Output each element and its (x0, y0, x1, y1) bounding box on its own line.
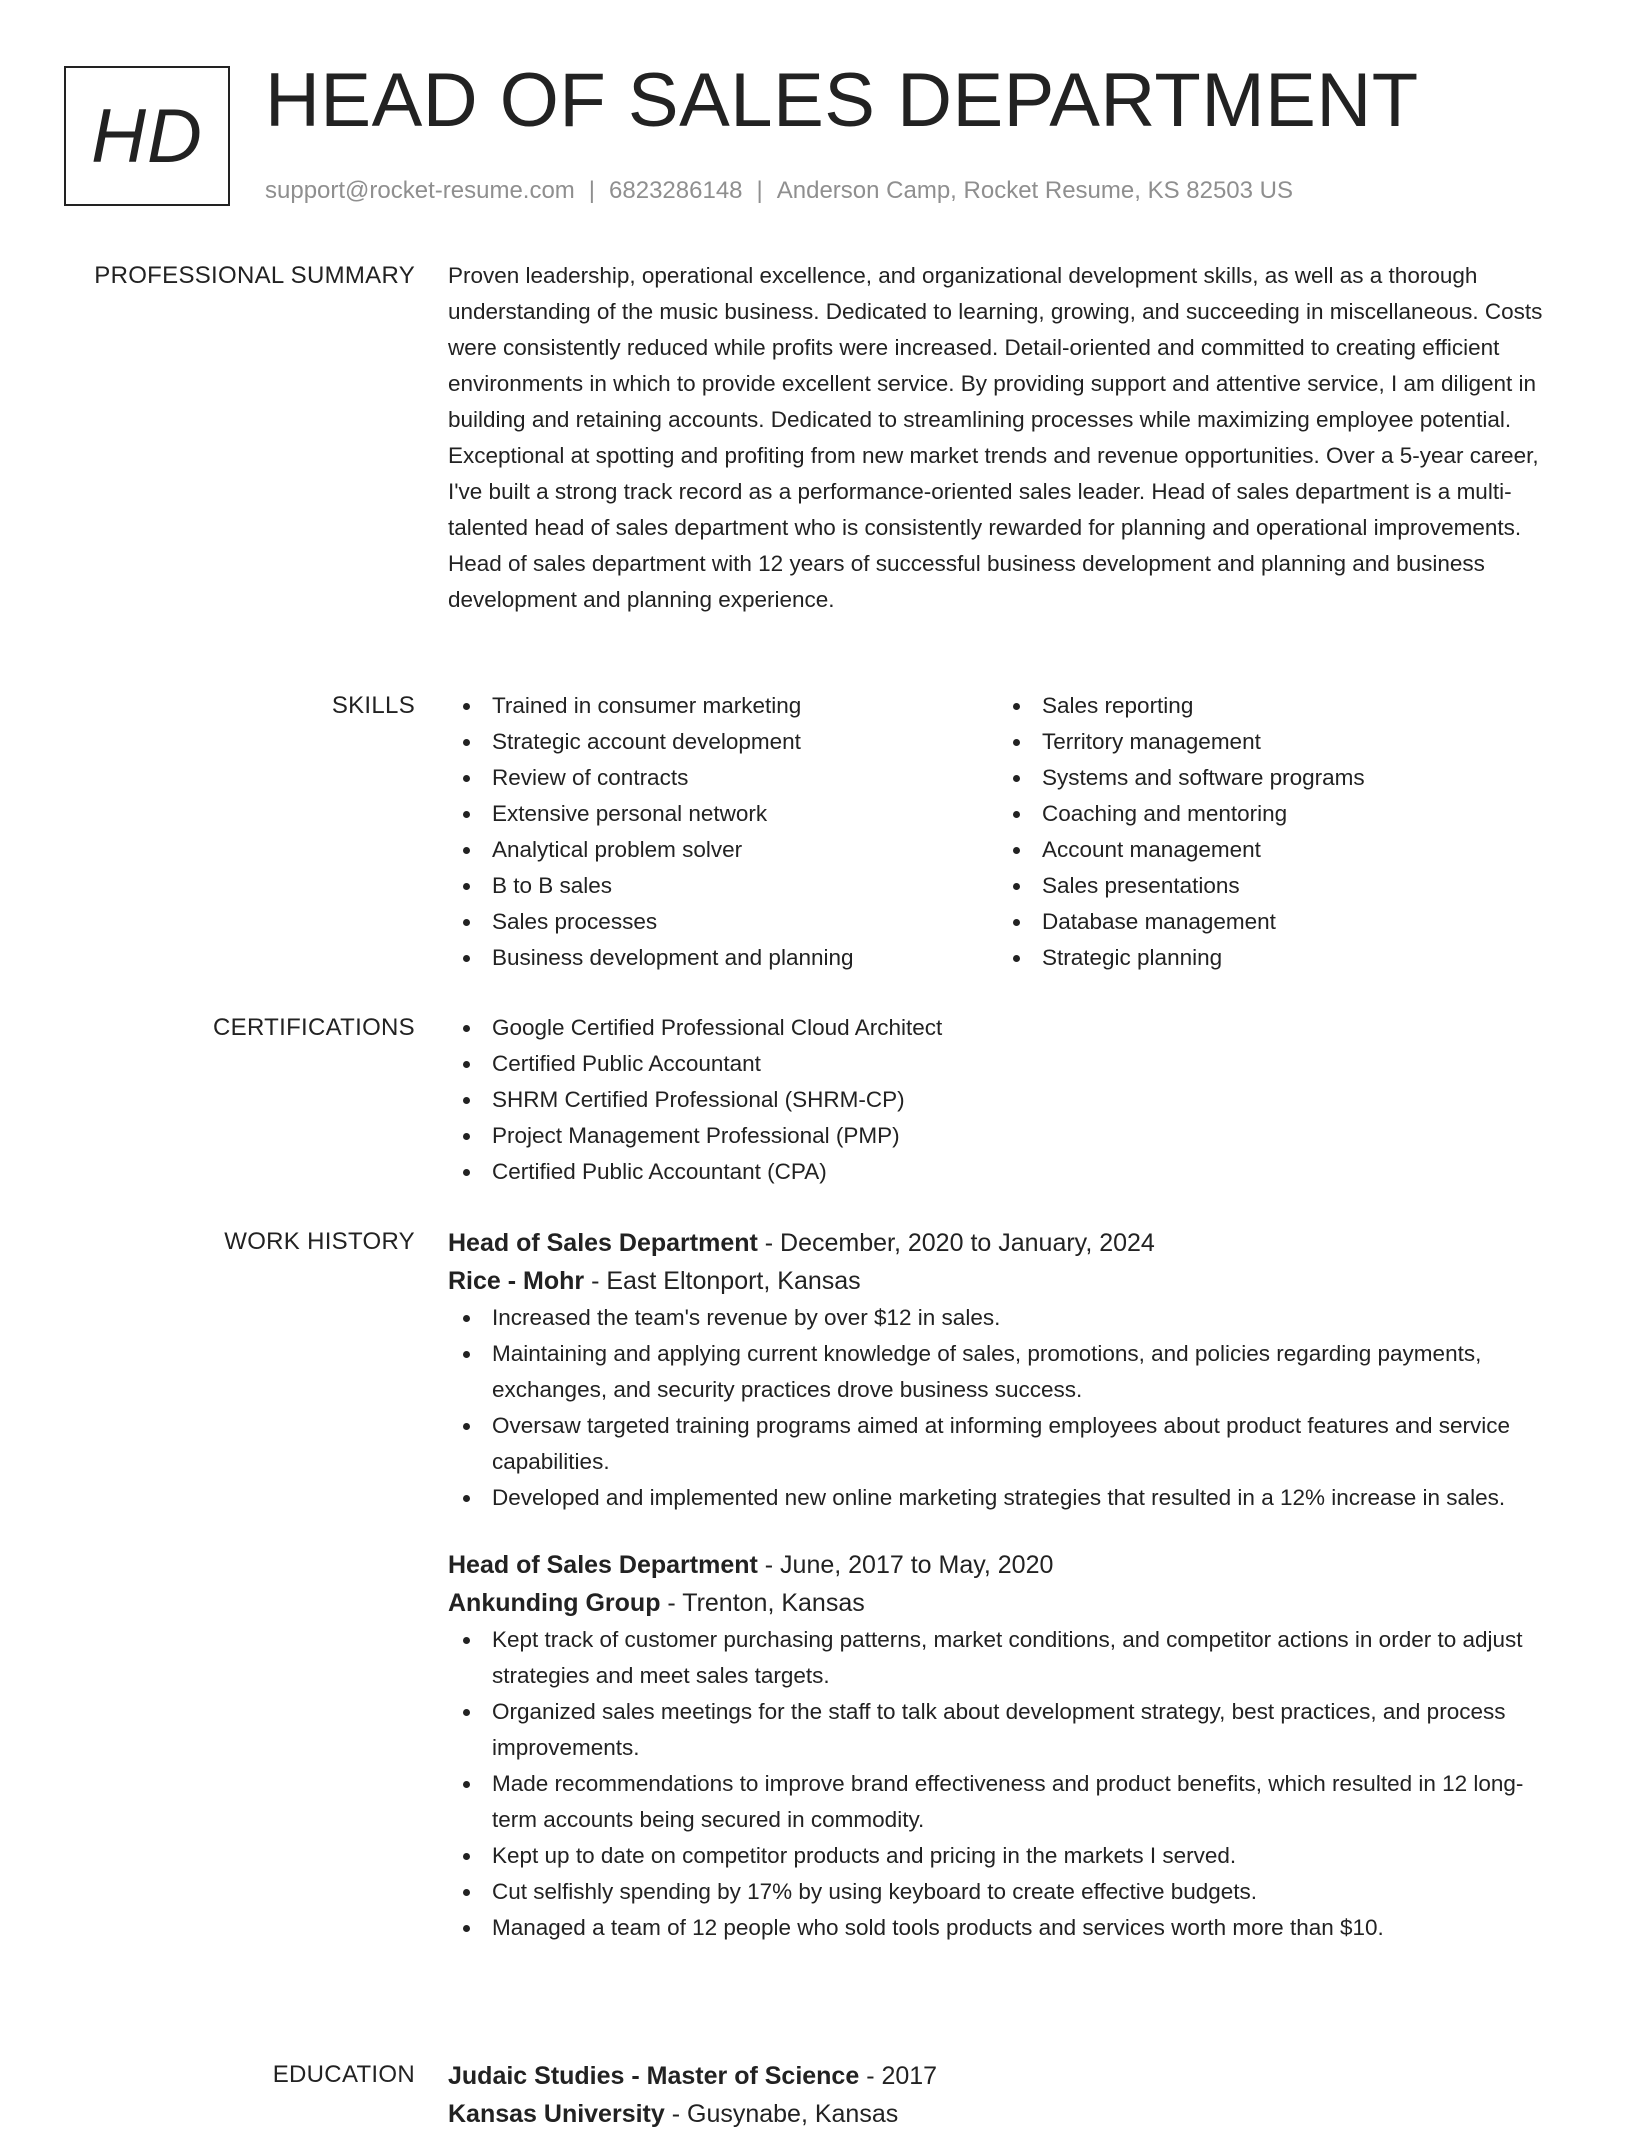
certification-item: Certified Public Accountant (448, 1046, 1558, 1082)
job-bullet: Increased the team's revenue by over $12 in sales. (448, 1300, 1558, 1336)
job-title-line (448, 1224, 1558, 1262)
section-label-summary: PROFESSIONAL SUMMARY (94, 262, 415, 289)
education-school-line (448, 2095, 1558, 2133)
skills-body (448, 688, 1558, 976)
skill-item: Analytical problem solver (448, 832, 998, 868)
section-label-certifications: CERTIFICATIONS (213, 1014, 415, 1041)
contact-address: Anderson Camp, Rocket Resume, KS 82503 US (776, 177, 1294, 204)
education-year: - 2017 (859, 2062, 938, 2090)
job-title: Head of Sales Department (448, 1229, 758, 1257)
section-label-education: EDUCATION (272, 2061, 415, 2088)
contact-separator: | (756, 177, 763, 204)
job-bullet: Managed a team of 12 people who sold tools products and services worth more than $10. (448, 1910, 1558, 1946)
certification-item: Project Management Professional (PMP) (448, 1118, 1558, 1154)
job-bullet: Kept up to date on competitor products and pricing in the markets I served. (448, 1838, 1558, 1874)
skill-item: Review of contracts (448, 760, 998, 796)
job-bullet: Oversaw targeted training programs aimed at informing employees about product features and service capabilities. (448, 1408, 1558, 1480)
section-label-work-history: WORK HISTORY (224, 1228, 415, 1255)
work-history-body (448, 1224, 1558, 1976)
skill-item: Business development and planning (448, 940, 998, 976)
job-company: Rice - Mohr (448, 1267, 585, 1295)
skill-item: Sales reporting (998, 688, 1548, 724)
resume-name: HEAD OF SALES DEPARTMENT (265, 58, 1419, 143)
job-bullet: Kept track of customer purchasing patterns, market conditions, and competitor actions in order to adjust strategies and meet sales targets. (448, 1622, 1558, 1694)
skill-item: Strategic planning (998, 940, 1548, 976)
job-bullet: Cut selfishly spending by 17% by using keyboard to create effective budgets. (448, 1874, 1558, 1910)
certification-item: Google Certified Professional Cloud Architect (448, 1010, 1558, 1046)
certifications-list (448, 1010, 1558, 1190)
skill-item: Account management (998, 832, 1548, 868)
job-company: Ankunding Group (448, 1589, 661, 1617)
job-entry (448, 1224, 1558, 1516)
job-title: Head of Sales Department (448, 1551, 758, 1579)
certification-item: Certified Public Accountant (CPA) (448, 1154, 1558, 1190)
job-location: - Trenton, Kansas (660, 1589, 865, 1617)
contact-phone[interactable]: 6823286148 (609, 177, 743, 204)
skill-item: B to B sales (448, 868, 998, 904)
job-entry (448, 1546, 1558, 1946)
contact-email[interactable]: support@rocket-resume.com (265, 177, 575, 204)
skill-item: Territory management (998, 724, 1548, 760)
skill-item: Sales processes (448, 904, 998, 940)
summary-text: Proven leadership, operational excellence, and organizational development skills, as well as a thorough understanding of the music business. Dedicated to learning, growing, and succeeding in miscellaneous. Costs were consistently reduced while profits were increased. Detail-oriented and committed to creating efficient environments in which to provide excellent service. By providing support and attentive service, I am diligent in building and retaining accounts. Dedicated to streamlining processes while maximizing employee potential. Exceptional at spotting and profiting from new market trends and revenue opportunities. Over a 5-year career, I've built a strong track record as a performance-oriented sales leader. Head of sales department is a multi-talented head of sales department who is consistently rewarded for planning and operational improvements. Head of sales department with 12 years of successful business development and planning and business development and planning experience. (448, 263, 1543, 612)
skill-item: Strategic account development (448, 724, 998, 760)
skill-item: Database management (998, 904, 1548, 940)
job-bullets (448, 1622, 1558, 1946)
section-label-skills: SKILLS (331, 692, 415, 719)
job-bullet: Organized sales meetings for the staff to talk about development strategy, best practices, and process improvements. (448, 1694, 1558, 1766)
education-degree: Judaic Studies - Master of Science (448, 2062, 860, 2090)
skill-item: Trained in consumer marketing (448, 688, 998, 724)
skill-item: Extensive personal network (448, 796, 998, 832)
summary-body (448, 258, 1558, 618)
job-bullet: Maintaining and applying current knowledge of sales, promotions, and policies regarding payments, exchanges, and security practices drove business success. (448, 1336, 1558, 1408)
education-body (448, 2057, 1558, 2133)
job-title-line (448, 1546, 1558, 1584)
job-company-line (448, 1584, 1558, 1622)
initials-monogram: HD (64, 66, 230, 206)
skill-item: Systems and software programs (998, 760, 1548, 796)
skill-item: Coaching and mentoring (998, 796, 1548, 832)
job-dates: - December, 2020 to January, 2024 (757, 1229, 1155, 1257)
job-dates: - June, 2017 to May, 2020 (757, 1551, 1054, 1579)
job-bullet: Made recommendations to improve brand effectiveness and product benefits, which resulted in 12 long-term accounts being secured in commodity. (448, 1766, 1558, 1838)
job-bullets (448, 1300, 1558, 1516)
certifications-body (448, 1010, 1558, 1190)
education-location: - Gusynabe, Kansas (664, 2100, 899, 2128)
certification-item: SHRM Certified Professional (SHRM-CP) (448, 1082, 1558, 1118)
job-bullet: Developed and implemented new online marketing strategies that resulted in a 12% increase in sales. (448, 1480, 1558, 1516)
education-degree-line (448, 2057, 1558, 2095)
education-school: Kansas University (448, 2100, 665, 2128)
contact-separator: | (588, 177, 596, 204)
contact-line (265, 176, 1293, 206)
skill-item: Sales presentations (998, 868, 1548, 904)
skills-list-left (448, 688, 998, 976)
job-company-line (448, 1262, 1558, 1300)
skills-list-right (998, 688, 1548, 976)
job-location: - East Eltonport, Kansas (584, 1267, 861, 1295)
